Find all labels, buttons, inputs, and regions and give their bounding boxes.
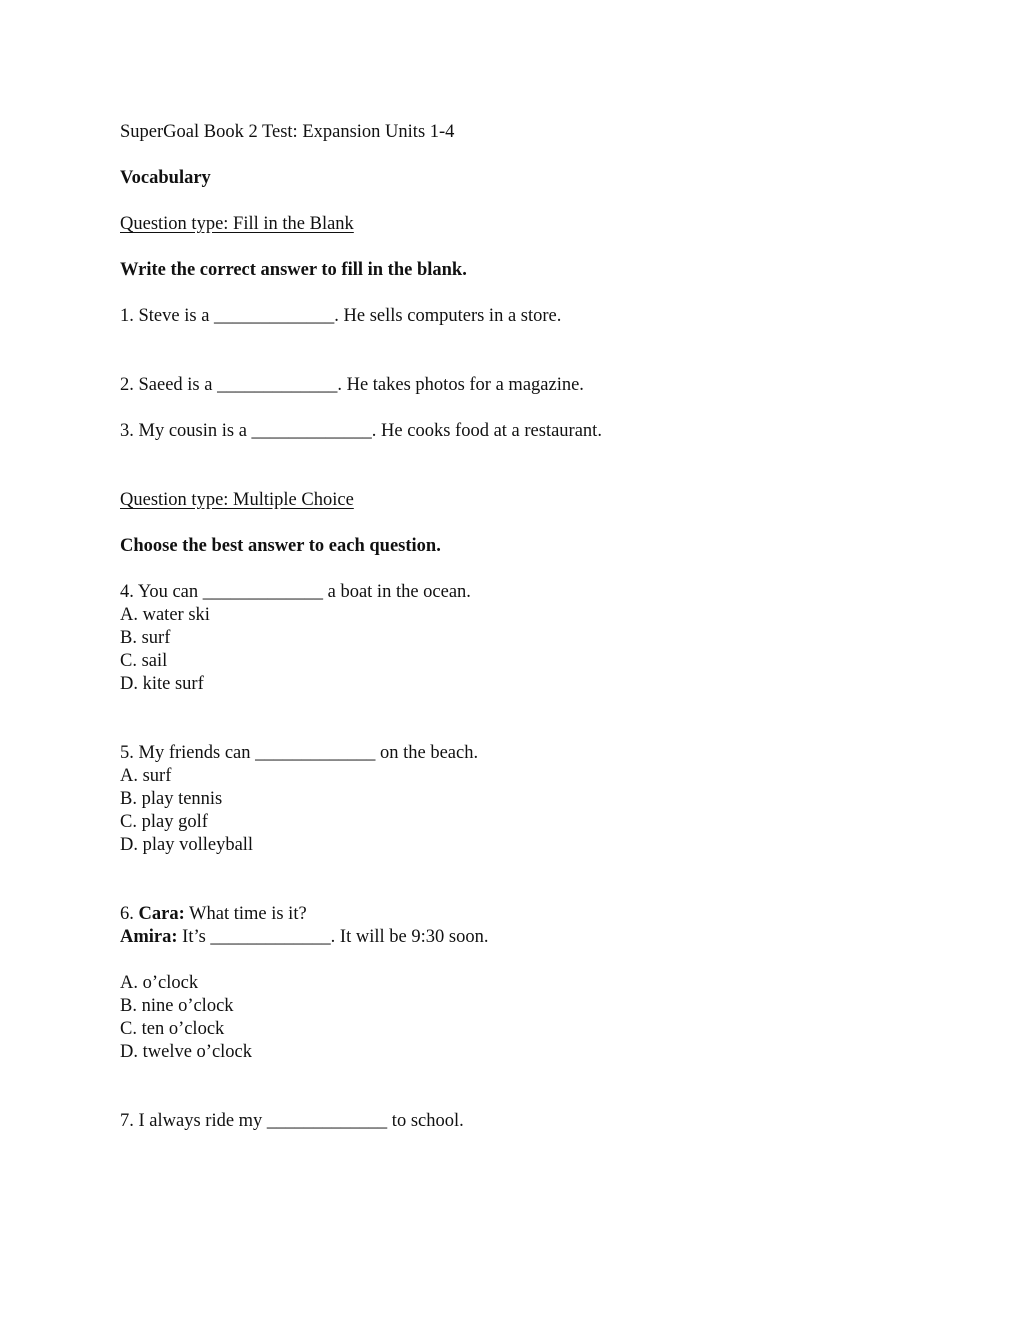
question-type-multiple-choice: Question type: Multiple Choice: [120, 490, 354, 510]
question-5-option-b: B. play tennis: [120, 789, 223, 809]
question-2: 2. Saeed is a _____________. He takes photos for a magazine.: [120, 375, 584, 395]
question-6-cara-line: What time is it?: [184, 904, 307, 924]
question-4: 4. You can _____________ a boat in the ocean.: [120, 582, 471, 602]
question-5: 5. My friends can _____________ on the beach.: [120, 743, 479, 763]
section-heading: Vocabulary: [120, 168, 211, 188]
question-3: 3. My cousin is a _____________. He cooks food at a restaurant.: [120, 421, 602, 441]
question-6-option-d: D. twelve o’clock: [120, 1042, 253, 1062]
document-title: SuperGoal Book 2 Test: Expansion Units 1-4: [120, 122, 455, 142]
question-4-option-d: D. kite surf: [120, 674, 204, 694]
instruction-fill-blank: Write the correct answer to fill in the blank.: [120, 260, 467, 280]
question-7: 7. I always ride my _____________ to school.: [120, 1111, 464, 1131]
question-6-option-a: A. o’clock: [120, 973, 199, 993]
question-6-number: 6.: [120, 904, 139, 924]
question-6-line-2: [120, 926, 488, 949]
question-6-line-1: [120, 903, 307, 926]
question-1: 1. Steve is a _____________. He sells computers in a store.: [120, 306, 562, 326]
instruction-multiple-choice: Choose the best answer to each question.: [120, 536, 441, 556]
question-6-option-b: B. nine o’clock: [120, 996, 234, 1016]
question-5-option-a: A. surf: [120, 766, 172, 786]
question-4-option-b: B. surf: [120, 628, 171, 648]
question-4-option-a: A. water ski: [120, 605, 210, 625]
speaker-amira: Amira:: [120, 927, 178, 947]
question-6-amira-line: It’s _____________. It will be 9:30 soon.: [177, 927, 489, 947]
question-type-fill-blank: Question type: Fill in the Blank: [120, 214, 354, 234]
speaker-cara: Cara:: [138, 904, 185, 924]
question-5-option-d: D. play volleyball: [120, 835, 254, 855]
question-5-option-c: C. play golf: [120, 812, 208, 832]
question-6-option-c: C. ten o’clock: [120, 1019, 225, 1039]
question-4-option-c: C. sail: [120, 651, 168, 671]
